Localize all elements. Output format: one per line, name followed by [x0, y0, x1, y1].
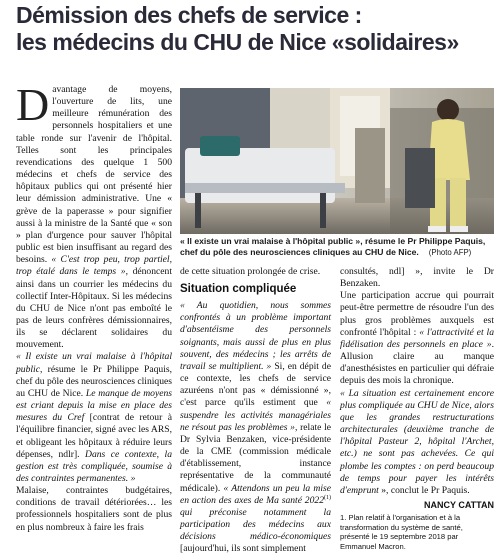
article-column-2 [180, 266, 331, 555]
paragraph: consultés, ndl] », invite le Dr Benzaken. [340, 266, 494, 290]
paragraph: Une participation accrue qui pourrait peut-être permettre de résoudre l'un des plus gros problèmes auxquels est confronté l'hôpital : « l'attractivité et la fidélisation des personnels en place ». Allusion claire au manque d'anesthésistes en particulier qui défraie depuis des mois la chronique. [340, 290, 494, 387]
lead-paragraph: Davantage de moyens, l'ouverture de lits, une meilleure rémunération des personnels hospitaliers et une table ronde sur l'avenir de l'hôpital. Telles sont les principales revendications des quelque 1 500 médecins et chefs de service des hôpitaux publics qui ont présenté hier leur démission administrative. Une « grève de la paperasse » pour signifier aussi à la ministre de la Santé que « son » plan d'urgence pour sauver l'hôpital public est bien insuffisant au regard des besoins. « C'est trop peu, trop partiel, trop étalé dans le temps », dénoncent ainsi dans un courrier les médecins du collectif Inter-Hôpitaux. Si les médecins du CHU de Nice n'ont pas emboîté le pas de leurs confrères démissionnaires, ils se déclarent solidaires du mouvement. [16, 79, 172, 351]
headline [16, 2, 496, 56]
paragraph: « Au quotidien, nous sommes confrontés à un problème important d'absentéisme des personnels soignants, mais aussi de plus en plus souvent, des médecins ; les arrêts de travail se multiplient. » Si, en dépit de ce contexte, les chefs de service azuréens n'ont pas « démissionné », c'est parce qu'ils estiment que « suspendre les activités managériales ne résout pas les problèmes », relate le Dr Sylvia Benzaken, vice-présidente de la CME (commission médicale d'établissement, instance représentative de la communauté médicale). « Attendons un peu la mise en action des axes de Ma santé 2022$^{(1)}$ qui préconise notamment la participation des médecins aux décisions médico-économiques [aujourd'hui, ils sont simplement [180, 300, 331, 555]
paragraph: « La situation est certainement encore plus compliquée au CHU de Nice, alors que les grandes restructurations architecturales (deuxième tranche de l'hôpital Pasteur 2, hôpital l'Archet, etc.) ne sont pas achevées. Ce qui plombe les comptes : on perd beaucoup de temps pour payer les intérêts d'emprunt », conclut le Pr Paquis. [340, 387, 494, 496]
footnote-marker: (1) [324, 494, 331, 501]
author-signature: NANCY CATTAN [424, 499, 494, 510]
headline-line-1: Démission des chefs de service : [16, 2, 362, 28]
photo-caption: « Il existe un vrai malaise à l'hôpital public », résume le Pr Philippe Paquis, chef du pôle des neurosciences cliniques au CHU de Nice. (Photo AFP) [180, 236, 486, 257]
photo-credit: (Photo AFP) [428, 248, 472, 257]
footnote: 1. Plan relatif à l'organisation et à la transformation du système de santé, présenté le 19 septembre 2018 par Emmanuel Macron. [340, 513, 463, 551]
subheading: Situation compliquée [180, 283, 297, 296]
hospital-corridor-image [180, 88, 494, 234]
paragraph: Malaise, contraintes budgétaires, conditions de travail détériorées… les professionnels hospitaliers sont de plus en plus nombreux à faire les frais [16, 485, 172, 533]
article-column-1 [16, 79, 172, 534]
article-photo [180, 88, 494, 234]
headline-line-2: les médecins du CHU de Nice «solidaires» [16, 29, 459, 55]
paragraph: « Il existe un vrai malaise à l'hôpital public, résume le Pr Philippe Paquis, chef du pôle des neurosciences cliniques au CHU de Nice. Le manque de moyens est criant depuis la mise en place des mesures du Cref [contrat de retour à l'équilibre financier, signé avec les ARS, et obligeant les hôpitaux à réduire leurs dépenses, ndlr]. Dans ce contexte, la gestion est très compliquée, soumise à des contraintes permanentes. » [16, 351, 172, 484]
paragraph: de cette situation prolongée de crise. [180, 266, 321, 277]
article-column-3 [340, 266, 494, 552]
drop-cap: D [16, 79, 50, 130]
